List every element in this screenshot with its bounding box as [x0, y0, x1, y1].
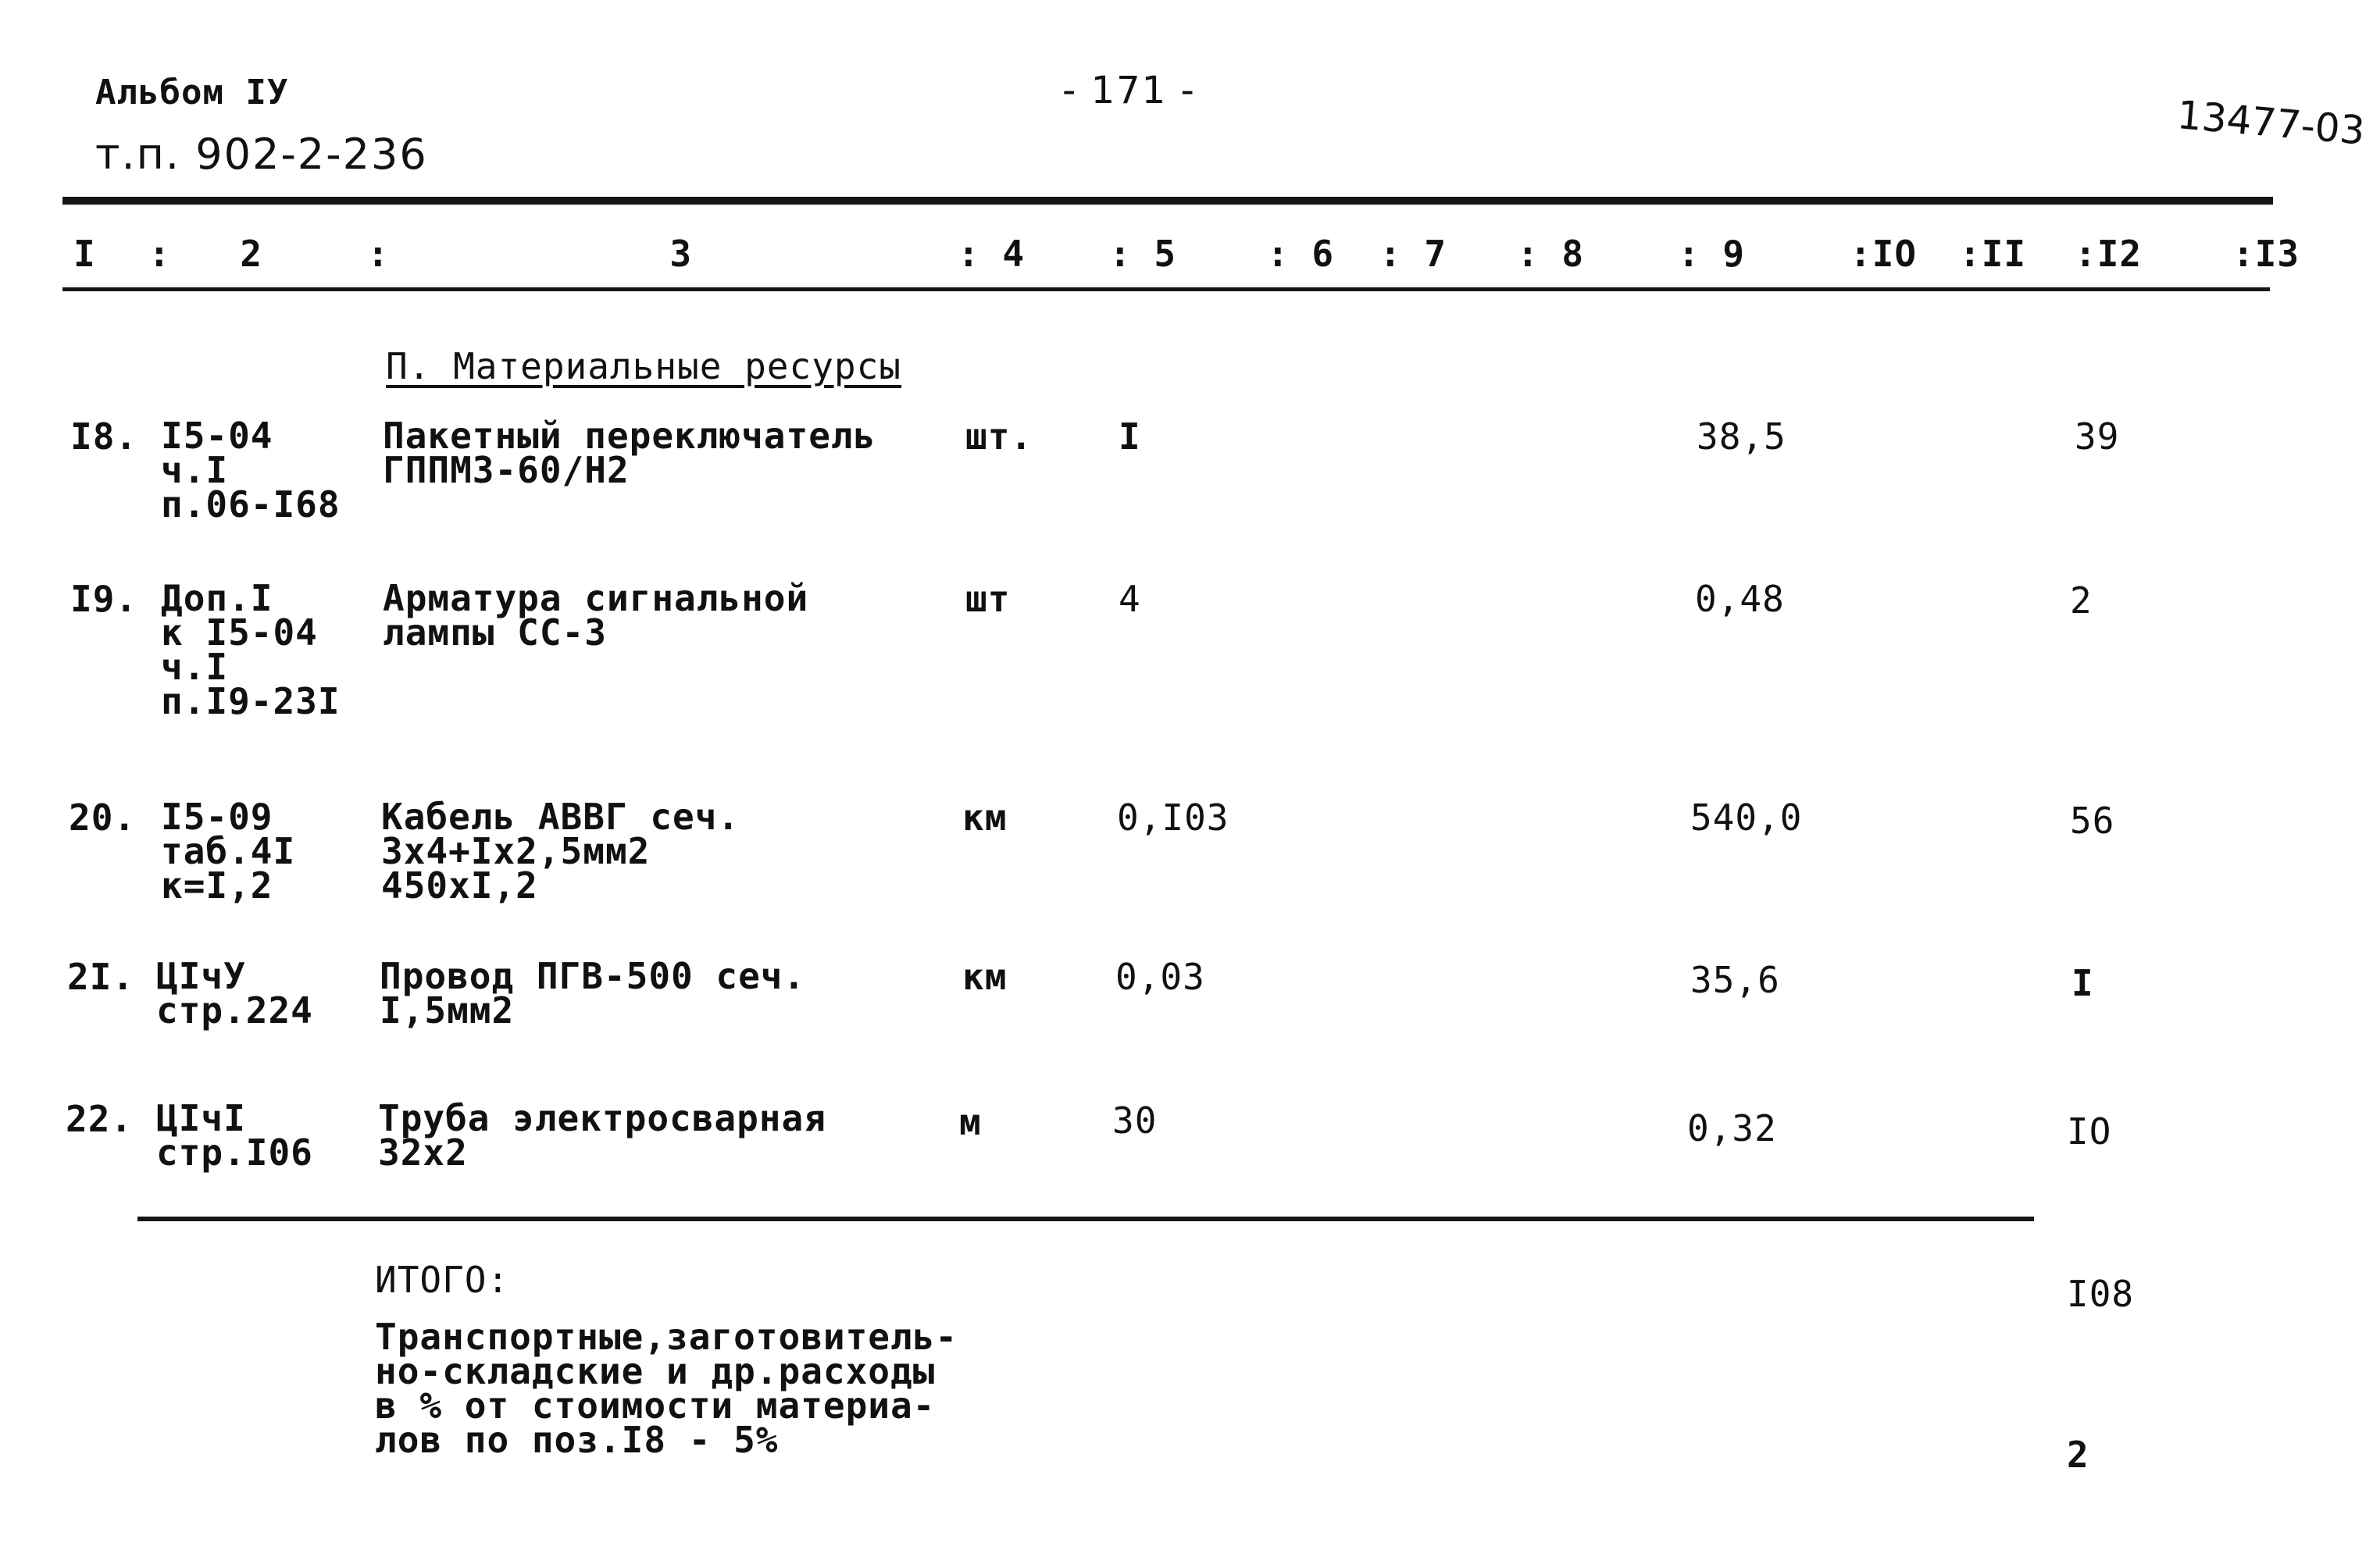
- row-22-code: ЦIчI стр.I06: [156, 1097, 313, 1174]
- row-20-number: 20.: [69, 796, 137, 839]
- summary-rule: [137, 1217, 2034, 1221]
- row-20-name: Кабель АВВГ сеч. 3х4+Iх2,5мм2 450хI,2: [381, 796, 740, 907]
- page-number: - 171 -: [1062, 69, 1196, 112]
- row-22-name: Труба электросварная 32х2: [378, 1097, 826, 1174]
- row-19-code: Доп.I к I5-04 ч.I п.I9-23I: [161, 577, 341, 722]
- col-header-10: :IO: [1850, 233, 1918, 275]
- row-19-qty: 4: [1119, 578, 1141, 620]
- col-header-9: : 9: [1678, 233, 1746, 275]
- row-21-unit: км: [962, 956, 1008, 998]
- col-header-1: I: [73, 233, 96, 275]
- row-20-code: I5-09 таб.4I к=I,2: [161, 796, 296, 907]
- row-19-number: I9.: [70, 578, 138, 620]
- row-20-unit: км: [962, 796, 1008, 839]
- row-18-total: 39: [2075, 415, 2120, 458]
- row-18-number: I8.: [70, 415, 138, 458]
- col-header-12: :I2: [2075, 233, 2143, 275]
- total-label: ИТОГО:: [375, 1259, 510, 1301]
- row-21-code: ЦIчУ стр.224: [156, 955, 313, 1032]
- row-18-price: 38,5: [1697, 415, 1786, 458]
- project-number: т.п. 902-2-236: [95, 130, 428, 179]
- row-18-unit: шт.: [965, 415, 1033, 458]
- col-header-4: : 4: [958, 233, 1026, 275]
- row-22-total: IO: [2067, 1110, 2112, 1153]
- section-title: П. Материальные ресурсы: [386, 345, 901, 387]
- row-19-unit: шт: [965, 578, 1011, 620]
- row-22-price: 0,32: [1687, 1107, 1777, 1149]
- row-19-price: 0,48: [1695, 578, 1785, 620]
- row-19-total: 2: [2070, 579, 2093, 622]
- row-22-number: 22.: [66, 1098, 134, 1140]
- row-22-qty: 30: [1112, 1099, 1158, 1142]
- col-header-3: : 3: [367, 233, 693, 275]
- header-bottom-rule: [62, 287, 2270, 291]
- row-18-qty: I: [1119, 415, 1141, 458]
- col-header-11: :II: [1959, 233, 2027, 275]
- row-21-qty: 0,03: [1115, 956, 1205, 998]
- header-top-rule: [62, 197, 2273, 205]
- row-22-unit: м: [959, 1101, 982, 1143]
- row-21-name: Провод ПГВ-500 сеч. I,5мм2: [380, 955, 806, 1032]
- total-value: I08: [2067, 1273, 2135, 1315]
- col-header-13: :I3: [2232, 233, 2300, 275]
- row-20-total: 56: [2070, 800, 2115, 842]
- row-20-qty: 0,I03: [1117, 796, 1229, 839]
- col-header-5: : 5: [1109, 233, 1177, 275]
- archive-stamp: 13477-03: [2175, 92, 2367, 154]
- album-label: Альбом IУ: [95, 73, 289, 112]
- row-21-total: I: [2071, 962, 2094, 1004]
- row-21-price: 35,6: [1690, 959, 1780, 1001]
- col-header-2: : 2: [148, 233, 263, 275]
- col-header-8: : 8: [1517, 233, 1585, 275]
- col-header-7: : 7: [1379, 233, 1447, 275]
- col-header-6: : 6: [1267, 233, 1335, 275]
- overhead-value: 2: [2067, 1434, 2089, 1476]
- row-20-price: 540,0: [1690, 796, 1803, 839]
- overhead-text: Транспортные,заготовитель- но-складские и др.расходы в % от стоимости материа- лов по поз.I8 - 5%: [375, 1316, 958, 1461]
- row-18-code: I5-04 ч.I п.06-I68: [161, 415, 341, 526]
- row-21-number: 2I.: [67, 956, 135, 998]
- row-18-name: Пакетный переключатель ГППМЗ-60/Н2: [383, 415, 876, 491]
- row-19-name: Арматура сигнальной лампы СС-3: [383, 577, 809, 654]
